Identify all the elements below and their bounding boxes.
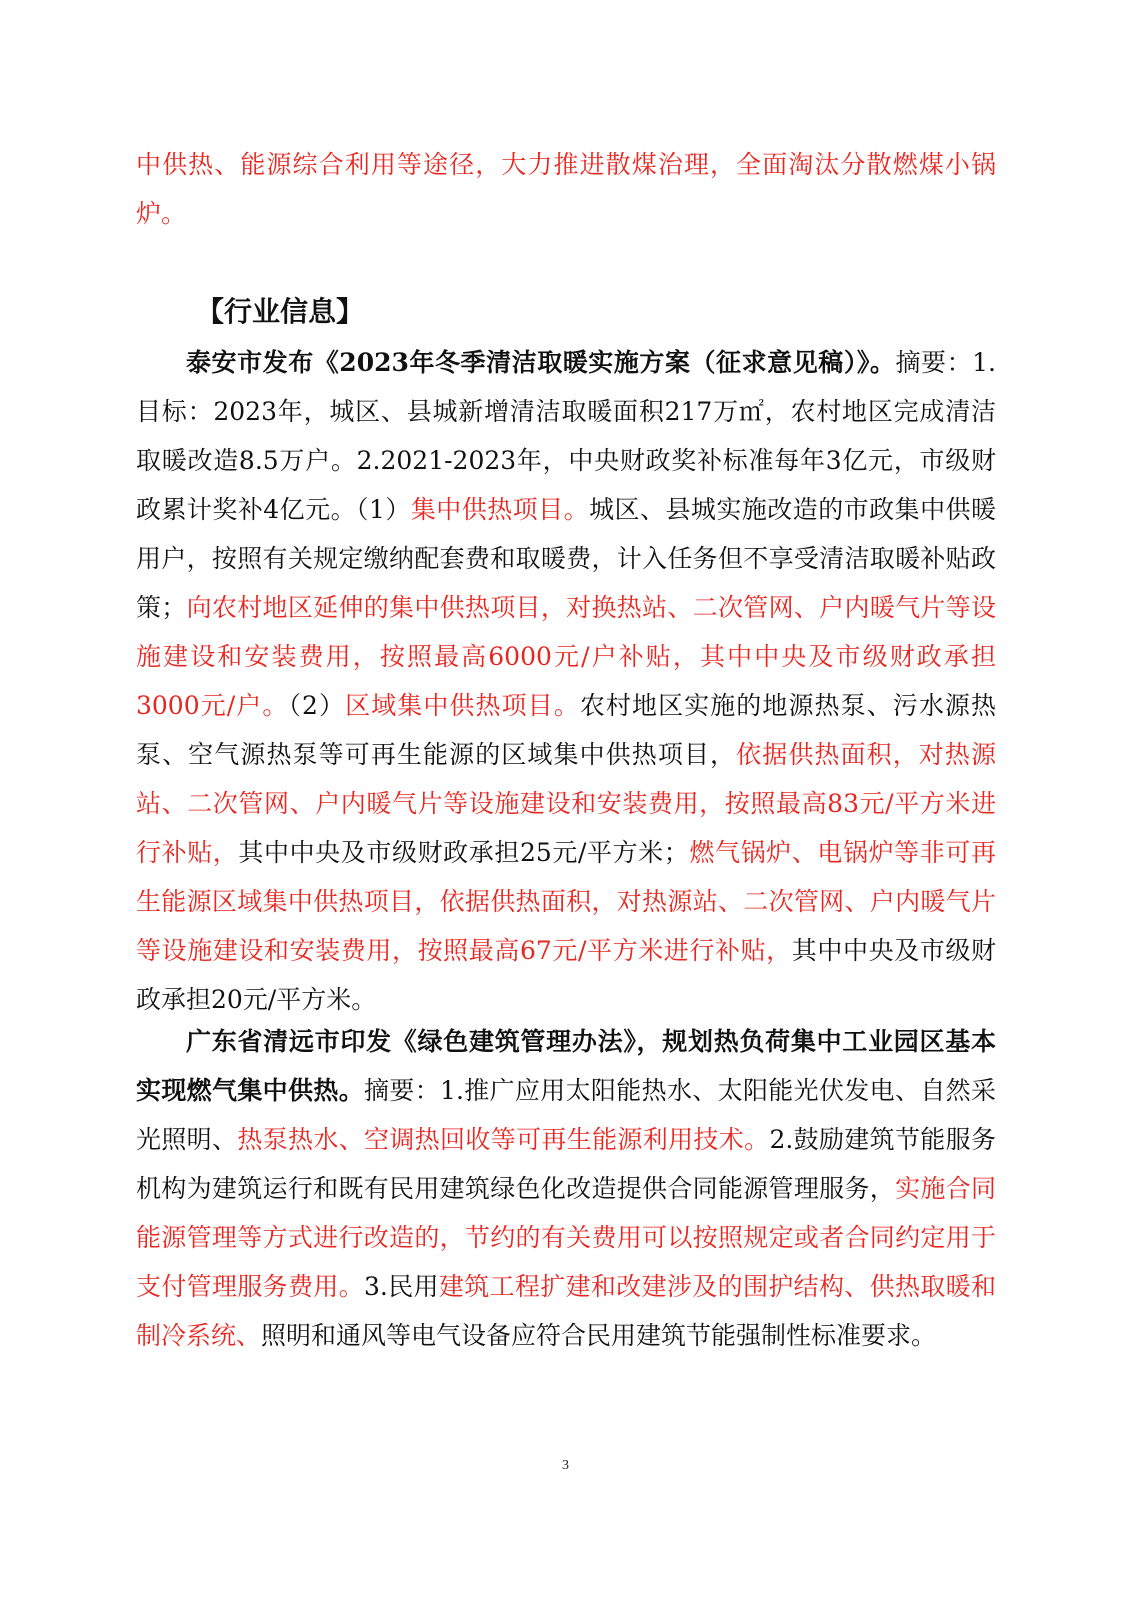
article-qingyuan-highlight: 实施合同能源管理等方式进行改造的，节约的有关费用可以按照规定或者合同约定用于支付管理服务费用。 bbox=[136, 1174, 996, 1301]
article-taian-highlight: 区域集中供热项目。 bbox=[345, 691, 580, 720]
article-taian-highlight: 依据供热面积，对热源站、二次管网、户内暖气片等设施建设和安装费用，按照最高83元/平方米进行补贴， bbox=[136, 740, 996, 867]
article-qingyuan-highlight: 建筑工程扩建和改建涉及的围护结构、供热取暖和制冷系统、 bbox=[136, 1272, 996, 1350]
continued-paragraph bbox=[136, 140, 996, 238]
article-taian-highlight: 燃气锅炉、电锅炉等非可再生能源区域集中供热项目，依据供热面积，对热源站、二次管网、户内暖气片等设施建设和安装费用，按照最高67元/平方米进行补贴， bbox=[136, 838, 996, 965]
article-taian-text: 其中中央及市级财政承担20元/平方米。 bbox=[136, 936, 996, 1014]
article-qingyuan-text: 摘要：1.推广应用太阳能热水、太阳能光伏发电、自然采光照明、 bbox=[136, 1076, 996, 1154]
article-taian-text: （2） bbox=[288, 691, 346, 720]
article-qingyuan-text: 照明和通风等电气设备应符合民用建筑节能强制性标准要求。 bbox=[261, 1321, 937, 1350]
article-qingyuan-text: 3.民用 bbox=[364, 1272, 439, 1301]
article-qingyuan-highlight: 热泵热水、空调热回收等可再生能源利用技术。 bbox=[237, 1125, 770, 1154]
article-taian-highlight: 向农村地区延伸的集中供热项目，对换热站、二次管网、户内暖气片等设施建设和安装费用，按照最高6000元/户补贴，其中中央及市级财政承担3000元/户。 bbox=[136, 593, 996, 720]
article-taian bbox=[136, 338, 996, 1024]
article-qingyuan-headline: 广东省清远市印发《绿色建筑管理办法》，规划热负荷集中工业园区基本实现燃气集中供热。 bbox=[136, 1027, 996, 1105]
article-taian-text: 其中中央及市级财政承担25元/平方米； bbox=[238, 838, 689, 867]
section-heading: 【行业信息】 bbox=[196, 295, 365, 328]
article-taian-text: 摘要：1.目标：2023年，城区、县城新增清洁取暖面积217万㎡，农村地区完成清洁取暖改造8.5万户。2.2021-2023年，中央财政奖补标准每年3亿元，市级财政累计奖补4亿元。（1） bbox=[136, 348, 996, 524]
continued-paragraph-text: 中供热、能源综合利用等途径，大力推进散煤治理，全面淘汰分散燃煤小锅炉。 bbox=[136, 150, 996, 228]
article-taian-text: 农村地区实施的地源热泵、污水源热泵、空气源热泵等可再生能源的区域集中供热项目， bbox=[136, 691, 997, 769]
page-number: 3 bbox=[562, 1458, 569, 1473]
article-taian-highlight: 集中供热项目。 bbox=[410, 495, 590, 524]
article-qingyuan-text: 2.鼓励建筑节能服务机构为建筑运行和既有民用建筑绿色化改造提供合同能源管理服务， bbox=[136, 1125, 996, 1203]
article-taian-headline: 泰安市发布《2023年冬季清洁取暖实施方案（征求意见稿）》。 bbox=[186, 348, 896, 377]
article-qingyuan bbox=[136, 1017, 996, 1360]
article-taian-text: 城区、县城实施改造的市政集中供暖用户，按照有关规定缴纳配套费和取暖费，计入任务但不享受清洁取暖补贴政策； bbox=[136, 495, 996, 622]
